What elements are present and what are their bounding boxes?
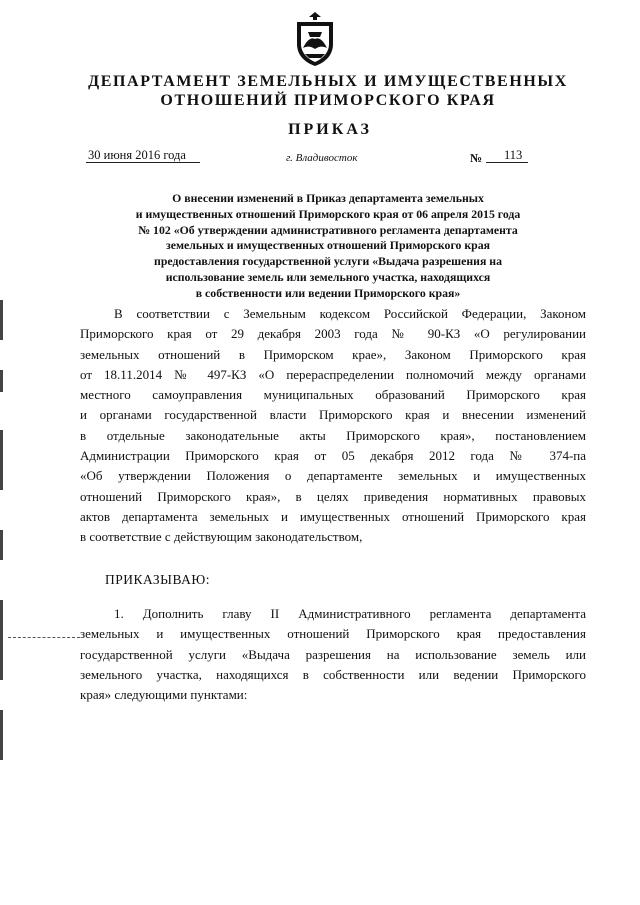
order-number: 113 bbox=[504, 148, 523, 162]
department-line-1: ДЕПАРТАМЕНТ ЗЕМЕЛЬНЫХ И ИМУЩЕСТВЕННЫХ bbox=[88, 73, 568, 90]
item-1-line: 1. Дополнить главу II Административного регламента департамента bbox=[114, 606, 586, 621]
subject-line: предоставления государственной услуги «Выдача разрешения на bbox=[154, 254, 502, 269]
scan-edge-artifact bbox=[0, 300, 3, 760]
order-subject bbox=[88, 191, 568, 302]
preamble-line: «Об утверждении Положения о департаменте земельных и имущественных bbox=[80, 468, 586, 484]
item-1-line: края» следующими пунктами: bbox=[80, 687, 248, 703]
item-1-line: государственной услуги «Выдача разрешения на использование земель или bbox=[80, 646, 586, 662]
subject-line: и имущественных отношений Приморского края от 06 апреля 2015 года bbox=[135, 206, 521, 221]
preamble-line: В соответствии с Земельным кодексом Российской Федерации, Законом bbox=[114, 306, 586, 321]
order-directive-word: ПРИКАЗЫВАЮ: bbox=[105, 572, 210, 587]
order-number-label: № bbox=[470, 151, 483, 165]
item-1-paragraph bbox=[80, 604, 586, 705]
preamble-paragraph bbox=[80, 304, 586, 548]
preamble-line: местного самоуправления муниципальных образований Приморского края bbox=[80, 387, 586, 403]
scan-dash-artifact bbox=[8, 637, 80, 638]
department-name bbox=[0, 72, 640, 110]
preamble-line: актов департамента земельных и имущественных отношений Приморского края bbox=[80, 508, 586, 524]
order-city: г. Владивосток bbox=[286, 152, 358, 164]
subject-line: № 102 «Об утверждении административного регламента департамента bbox=[138, 222, 518, 237]
preamble-line: от 18.11.2014 № 497-КЗ «О перераспределении полномочий между органами bbox=[80, 366, 586, 382]
document-type-title: ПРИКАЗ bbox=[288, 121, 372, 138]
date-underline bbox=[86, 162, 200, 163]
preamble-line: в отдельные законодательные акты Приморского края», постановлением bbox=[80, 427, 586, 443]
coat-of-arms-icon bbox=[291, 10, 339, 68]
item-1-line: земельных и имущественных отношений Приморского края предоставления bbox=[80, 626, 586, 642]
preamble-line: земельных отношений в Приморском крае», Законом Приморского края bbox=[80, 346, 586, 362]
preamble-line: Администрации Приморского края от 05 декабря 2012 года № 374-па bbox=[80, 448, 586, 464]
preamble-line: и органами государственной власти Приморского края и внесении изменений bbox=[80, 407, 586, 423]
subject-line: в собственности или ведении Приморского края» bbox=[195, 285, 461, 300]
preamble-line: в соответствие с действующим законодательством, bbox=[80, 529, 363, 545]
subject-line: земельных и имущественных отношений Приморского края bbox=[165, 238, 491, 253]
item-1-line: земельного участка, находящихся в собственности или ведении Приморского bbox=[80, 666, 586, 682]
subject-line: использование земель или земельного участка, находящихся bbox=[165, 269, 491, 284]
subject-line: О внесении изменений в Приказ департамента земельных bbox=[172, 191, 484, 205]
order-date: 30 июня 2016 года bbox=[88, 148, 186, 162]
preamble-line: отношений Приморского края», в целях приведения нормативных правовых bbox=[80, 488, 586, 504]
preamble-line: Приморского края от 29 декабря 2003 года № 90-КЗ «О регулировании bbox=[80, 326, 586, 342]
department-line-2: ОТНОШЕНИЙ ПРИМОРСКОГО КРАЯ bbox=[160, 92, 496, 109]
